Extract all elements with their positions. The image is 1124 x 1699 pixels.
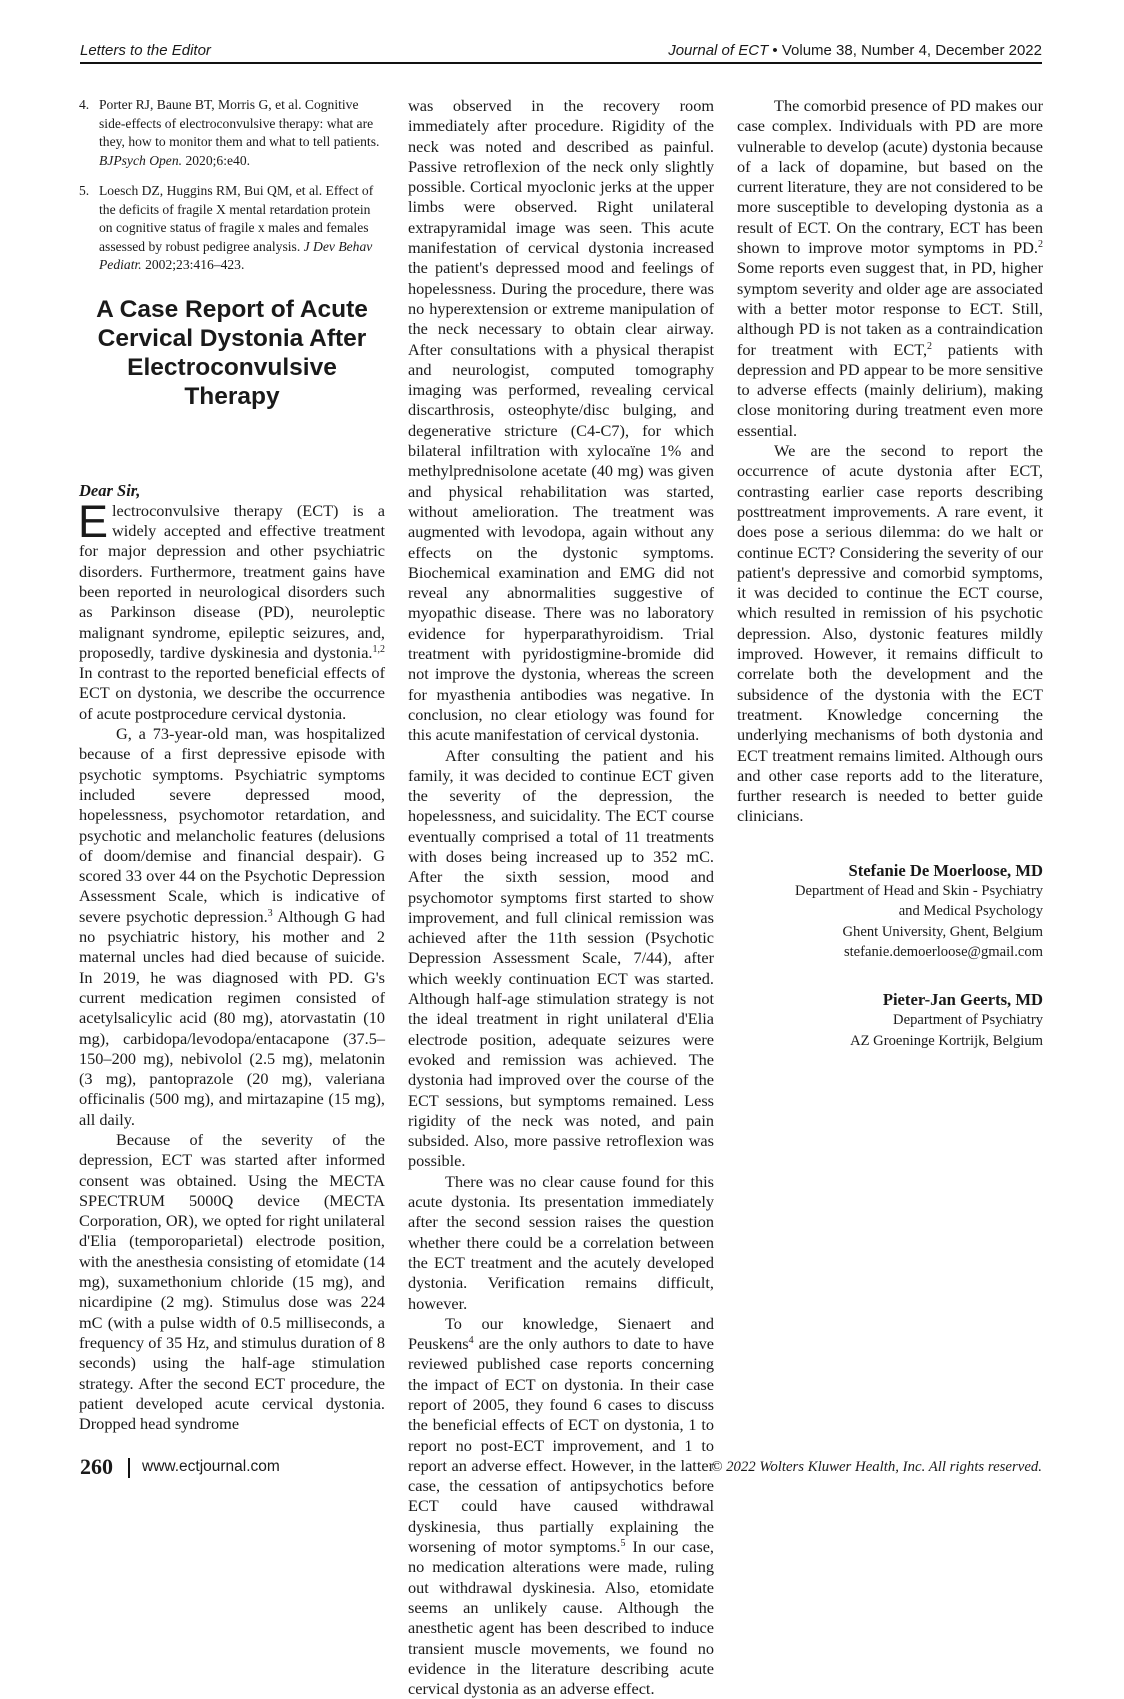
page-number: 260 bbox=[80, 1454, 113, 1479]
footer-divider bbox=[128, 1458, 130, 1478]
reference-number: 4. bbox=[79, 97, 90, 112]
paragraph-literature bbox=[408, 1314, 714, 1699]
paragraph-text: In our case, no medication alterations were made, ruling out withdrawal dyskinesia. Also, etomidate seems an unlikely cause. Although the anesthetic agent has been described to induce transient muscle movements, we found no evidence in the literature describing acute cervical dystonia as an adverse effect. bbox=[408, 1537, 714, 1699]
paragraph-comorbid bbox=[737, 96, 1043, 441]
paragraph-procedure: Because of the severity of the depression, ECT was started after informed consent was obtained. Using the MECTA SPECTRUM 5000Q device (MECTA Corporation, OR), we opted for right unilateral d'Elia (temporoparietal) electrode position, with the anesthesia consisting of etomidate (14 mg), suxamethonium chloride (15 mg), and nicardipine (2 mg). Stimulus dose was 224 mC (with a pulse width of 0.5 milliseconds, a frequency of 35 Hz, and stimulus duration of 8 seconds) using the half-age stimulation strategy. After the second ECT procedure, the patient developed acute cervical dystonia. Dropped head syndrome bbox=[79, 1130, 385, 1434]
reference-item bbox=[79, 96, 385, 170]
citation: 4 bbox=[468, 1335, 474, 1347]
article-title: A Case Report of Acute Cervical Dystonia After Electroconvulsive Therapy bbox=[96, 295, 368, 410]
paragraph-text: are the only authors to date to have reviewed published case reports concerning the impact of ECT on dystonia. In their case report of 2005, they found 6 cases to discuss the beneficial effects of ECT on dystonia, 1 to report no post-ECT improvement, and 1 to report an adverse effect. However, in the latter case, the cessation of antipsychotics before ECT could have caused withdrawal dyskinesia, thus partially explaining the worsening of motor symptoms. bbox=[408, 1334, 714, 1557]
salutation: Dear Sir, bbox=[79, 480, 141, 500]
author-affiliation: Ghent University, Ghent, Belgium bbox=[842, 923, 1043, 940]
paragraph-text: Some reports even suggest that, in PD, higher symptom severity and older age are associated with a better motor response to ECT. Still, although PD is not taken as a contraindication for treatment with ECT, bbox=[737, 258, 1043, 359]
paragraph-continuation: After consulting the patient and his family, it was decided to continue ECT given the severity of the depression, the hopelessness, and suicidality. The ECT course eventually comprised a total of 11 treatments with doses being increased up to 352 mC. After the sixth session, mood and psychomotor symptoms first started to show improvement, and full clinical remission was achieved after the 11th session (Psychotic Depression Assessment Scale, 7/44), after which weekly continuation ECT was started. Although half-age stimulation strategy is not the ideal treatment in right unilateral d'Elia electrode position, adequate seizures were evoked and remission was achieved. The dystonia had improved over the course of the ECT sessions, but symptoms remained. Less rigidity of the neck was noted, and pain subsided. Also, more passive retroflexion was possible. bbox=[408, 745, 714, 1171]
paragraph-text: G, a 73-year-old man, was hospitalized because of a first depressive episode with psychotic symptoms. Psychiatric symptoms included severe depressed mood, hopelessness, psychomotor retardation, and psychotic and melancholic features (delusions of doom/demise and financial despair). G scored 33 over 44 on the Psychotic Depression Assessment Scale, which is indicative of severe psychotic depression. bbox=[79, 724, 385, 926]
citation: 2 bbox=[927, 340, 933, 352]
author-affiliation: AZ Groeninge Kortrijk, Belgium bbox=[850, 1032, 1043, 1049]
author-name: Pieter-Jan Geerts, MD bbox=[882, 990, 1043, 1010]
section-label: Letters to the Editor bbox=[80, 42, 211, 59]
author-block bbox=[737, 861, 1043, 962]
author-email[interactable]: stefanie.demoerloose@gmail.com bbox=[843, 943, 1043, 960]
paragraph-text: lectroconvulsive therapy (ECT) is a widely accepted and effective treatment for major depression and other psychiatric disorders. Furthermore, treatment gains have been reported in neurological disorders such as Parkinson disease (PD), neuroleptic malignant syndrome, epileptic seizures, and, proposedly, tardive dyskinesia and dystonia. bbox=[79, 500, 385, 662]
citation: 1,2 bbox=[372, 643, 385, 655]
column-3 bbox=[737, 96, 1043, 1051]
paragraph-observation: was observed in the recovery room immediately after procedure. Rigidity of the neck was noted and described as painful. Passive retroflexion of the neck only slightly possible. Cortical myoclonic jerks at the upper limbs were observed. Right unilateral extrapyramidal image was seen. This acute manifestation of cervical dystonia increased the patient's depressed mood and feelings of hopelessness. During the procedure, there was no hyperextension or extreme manipulation of the neck necessary to obtain clear airway. After consultations with a physical therapist and neurologist, computed tomography imaging was performed, revealing cervical discarthrosis, osteophyte/disc bulging, and degenerative stricture (C4-C7), for which bilateral infiltration with xylocaïne 1% and methylprednisolone acetate (40 mg) was given and physical rehabilitation was started, without amelioration. The treatment was augmented with levodopa, again without any effects on the dystonic symptoms. Biochemical examination and EMG did not reveal any abnormalities suggestive of myopathic disease. There was no laboratory evidence for hyperparathyroidism. Trial treatment with pyridostigmine-bromide did not improve the dystonia, whereas the screen for myasthenia antibodies was negative. In conclusion, no clear etiology was found for this acute manifestation of cervical dystonia. bbox=[408, 96, 714, 745]
header-bullet: • bbox=[772, 42, 778, 59]
reference-text: Loesch DZ, Huggins RM, Bui QM, et al. Effect of the deficits of fragile X mental retardation protein on cognitive status of fragile x males and females assessed by robust pedigree analysis. bbox=[99, 183, 374, 254]
journal-name: Journal of ECT bbox=[668, 42, 769, 59]
paragraph-text: Although G had no psychiatric history, his mother and 2 maternal uncles had died because of suicide. In 2019, he was diagnosed with PD. G's current medication regimen consisted of acetylsalicylic acid (80 mg), atorvastatin (10 mg), carbidopa/levodopa/entacapone (37.5–150–200 mg), nebivolol (2.5 mg), melatonin (3 mg), pantoprazole (20 mg), valeriana officinalis (500 mg), and mirtazapine (15 mg), all daily. bbox=[79, 906, 385, 1129]
paragraph-text: The comorbid presence of PD makes our case complex. Individuals with PD are more vulnerable to develop (acute) dystonia because of a lack of dopamine, but based on the current literature, they are not considered to be more susceptible to developing dystonia as a result of ECT. On the contrary, ECT has been shown to improve motor symptoms in PD. bbox=[737, 96, 1043, 258]
paragraph-intro bbox=[78, 495, 385, 724]
reference-journal: J Dev Behav Pediatr. bbox=[99, 238, 373, 272]
paragraph-conclusion: We are the second to report the occurrence of acute dystonia after ECT, contrasting earlier case reports describing posttreatment improvements. A rare event, it does pose a serious dilemma: do we halt or continue ECT? Considering the severity of our patient's depressive and comorbid symptoms, it was decided to continue the ECT course, which resulted in remission of his psychotic depression. Also, dystonic features mildly improved. However, it remains difficult to correlate both the development and the subsidence of the dystonia with the ECT treatment. Knowledge concerning the underlying mechanisms of both dystonia and ECT treatment remains limited. Although ours and other case reports add to the literature, further research is needed to better guide clinicians. bbox=[737, 441, 1043, 826]
column-1 bbox=[79, 96, 385, 1434]
copyright: © 2022 Wolters Kluwer Health, Inc. All rights reserved. bbox=[711, 1459, 1042, 1475]
reference-tail: 2002;23:416–423. bbox=[141, 257, 245, 272]
running-header bbox=[80, 42, 1042, 64]
reference-number: 5. bbox=[79, 183, 90, 198]
author-block bbox=[737, 990, 1043, 1051]
author-affiliation: Department of Psychiatry bbox=[893, 1012, 1043, 1029]
paragraph-case bbox=[79, 724, 385, 1130]
citation: 3 bbox=[267, 907, 273, 919]
author-affiliation: Department of Head and Skin - Psychiatry bbox=[794, 882, 1043, 899]
paragraph-text: In contrast to the reported beneficial effects of ECT on dystonia, we describe the occurrence of acute postprocedure cervical dystonia. bbox=[79, 663, 385, 723]
paragraph-text: patients with depression and PD appear to be more sensitive to adverse effects (mainly delirium), making close monitoring during treatment even more essential. bbox=[737, 339, 1043, 440]
journal-url[interactable]: www.ectjournal.com bbox=[142, 1458, 280, 1475]
author-affiliation: and Medical Psychology bbox=[898, 903, 1043, 920]
reference-item bbox=[79, 182, 385, 275]
citation: 5 bbox=[620, 1538, 626, 1550]
journal-citation bbox=[668, 42, 1042, 59]
citation: 2 bbox=[1038, 239, 1043, 251]
author-name: Stefanie De Moerloose, MD bbox=[848, 860, 1043, 880]
reference-tail: 2020;6:e40. bbox=[182, 152, 251, 168]
page-footer bbox=[80, 1454, 1042, 1480]
paragraph-text: To our knowledge, Sienaert and Peuskens bbox=[408, 1313, 714, 1354]
reference-journal: BJPsych Open. bbox=[99, 152, 183, 168]
issue-info: Volume 38, Number 4, December 2022 bbox=[781, 42, 1042, 59]
reference-list bbox=[79, 96, 385, 275]
paragraph-cause: There was no clear cause found for this acute dystonia. Its presentation immediately after the second session raises the question whether there could be a correlation between the ECT treatment and the acutely developed dystonia. Verification remains difficult, however. bbox=[408, 1171, 714, 1313]
drop-cap: E bbox=[78, 495, 109, 547]
reference-text: Porter RJ, Baune BT, Morris G, et al. Cognitive side-effects of electroconvulsive therapy: what are they, how to monitor them and what to tell patients. bbox=[99, 97, 380, 149]
